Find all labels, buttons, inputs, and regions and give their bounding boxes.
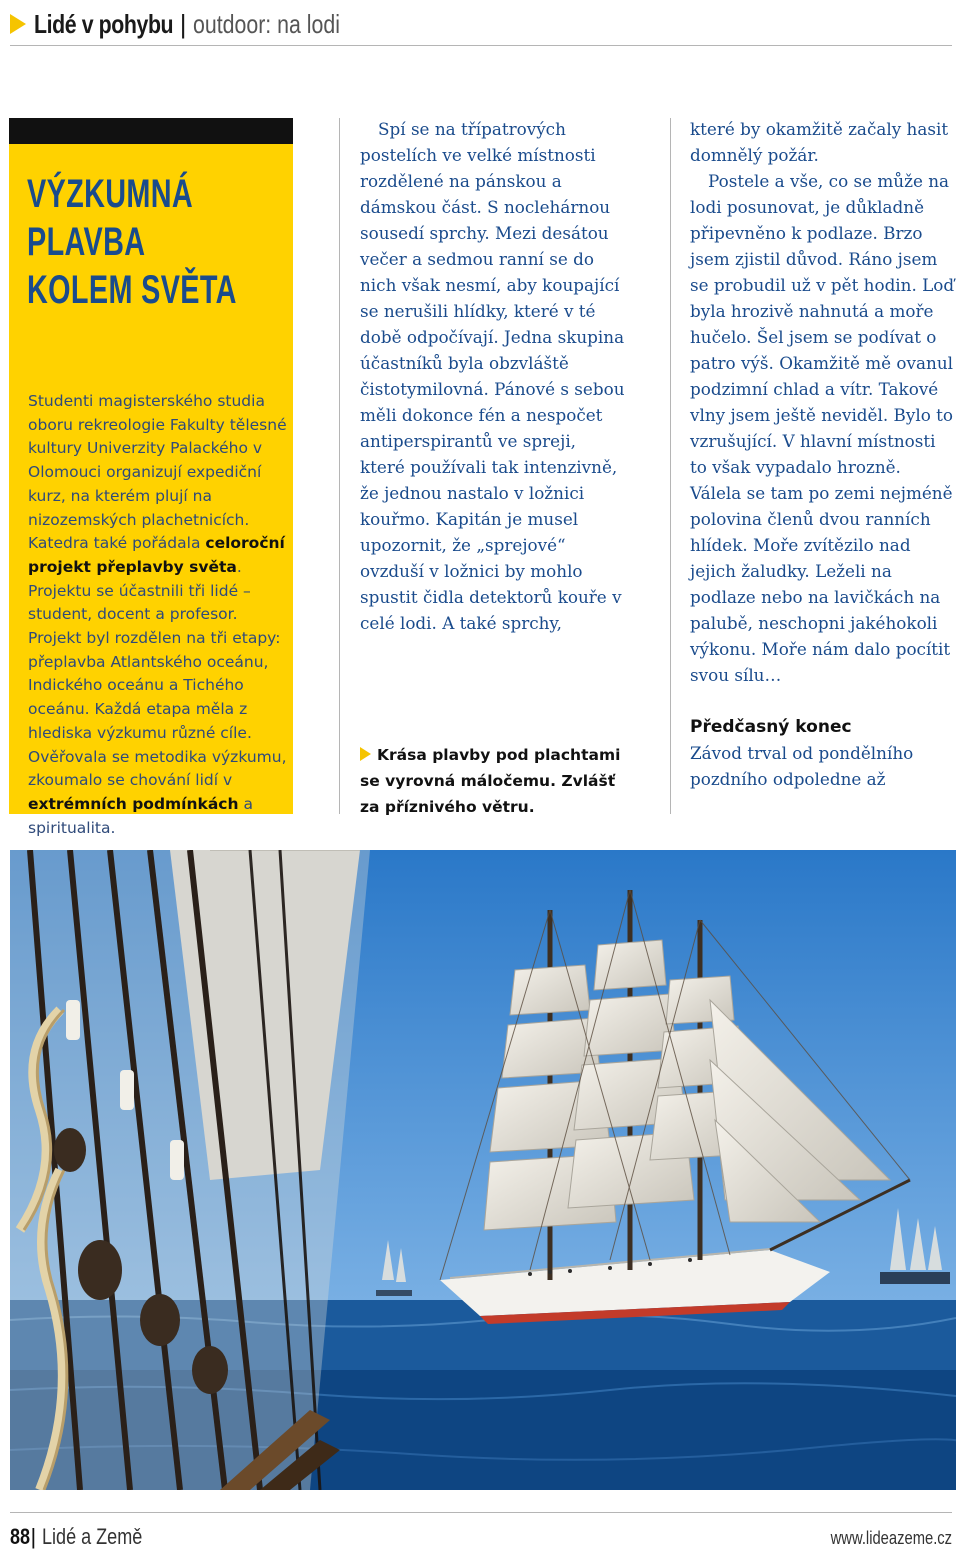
article-paragraph: Spí se na třípatrových postelích ve velké místnosti rozdělené na pánskou a dámskou část. S noclehárnou sousedí sprchy. Mezi desátou večer a sedmou ranní se do nich však nesmí, aby koupající se nerušili hlídky, které v té době odpočívají. Jedna skupina účastníků byla obzvláště čistotymilovná. Pánové s sebou měli dokonce fén a nespočet antiperspirantů ve spreji, které používali tak intenzivně, že jednou nastalo v ložnici kouřmo. Kapitán je musel upozornit, že „sprejové“ ovzduší v ložnici by mohlo spustit čidla detektorů kouře v celé lodi. A také sprchy, bbox=[360, 119, 625, 633]
column-divider bbox=[339, 118, 340, 814]
article-column-2 bbox=[690, 116, 955, 792]
sidebar-bold-text: celoroční projekt přeplavby světa bbox=[28, 534, 285, 576]
caption-text: Krása plavby pod plachtami se vyrovná máločemu. Zvlášť za příznivého větru. bbox=[360, 746, 621, 816]
footer-separator: | bbox=[30, 1524, 37, 1549]
sidebar-text bbox=[28, 390, 288, 840]
article-paragraph: Postele a vše, co se může na lodi posunovat, je důkladně připevněno k podlaze. Brzo jsem zjistil důvod. Ráno jsem se probudil už v pět hodin. Loď byla hrozivě nahnutá a moře hučelo. Šel jsem se podívat o patro výš. Okamžitě mě ovanul podzimní chlad a vítr. Takové vlny jsem ještě neviděl. Bylo to vzrušující. V hlavní místnosti to však vypadalo hrozně. Válela se tam po zemi nejméně polovina členů dvou ranních hlídek. Moře zvítězilo nad jejich žaludky. Leželi na podlaze nebo na lavičkách na palubě, neschopni jakéhokoli výkonu. Moře nám dalo pocítit svou sílu… bbox=[690, 171, 955, 685]
magazine-name: Lidé a Země bbox=[42, 1524, 143, 1549]
article-subheading: Předčasný konec bbox=[690, 717, 852, 737]
header-separator: | bbox=[179, 8, 187, 39]
sailing-ship-photo bbox=[10, 850, 956, 1490]
sidebar-text-part: a spiritualita. bbox=[28, 794, 253, 837]
sidebar-title bbox=[27, 170, 286, 314]
footer-left bbox=[10, 1524, 165, 1550]
website-link[interactable]: www.lideazeme.cz bbox=[830, 1528, 952, 1548]
photo-composite bbox=[10, 850, 956, 1490]
page-number: 88 bbox=[10, 1524, 31, 1549]
sidebar-title-line2: KOLEM SVĚTA bbox=[27, 268, 237, 312]
photo-caption bbox=[360, 742, 635, 820]
section-subtitle: outdoor: na lodi bbox=[192, 8, 340, 39]
sidebar-title-line1: VÝZKUMNÁ PLAVBA bbox=[27, 172, 194, 264]
sidebar-box bbox=[9, 118, 293, 837]
article-column-1 bbox=[360, 116, 625, 636]
sidebar-text-part: . Projektu se účastnili tři lidé – student, docent a profesor. Projekt byl rozdělen na tři etapy: přeplavba Atlantského oceánu, Indického oceánu a Tichého oceánu. Každá etapa měla z hlediska výzkumu různé cíle. Ověřovala se metodika výzkumu, zkoumalo se chování lidí v bbox=[28, 557, 287, 790]
sidebar-bold-text: extrémních podmínkách bbox=[28, 794, 239, 813]
sidebar-top-bar bbox=[9, 118, 293, 144]
sidebar-text-part: Studenti magisterského studia oboru rekreologie Fakulty tělesné kultury Univerzity Palackého v Olomouci organizují expediční kurz, na kterém plují na nizozemských plachetnicích. Katedra také pořádala bbox=[28, 392, 287, 553]
page-header bbox=[10, 6, 372, 42]
section-triangle-icon bbox=[10, 14, 26, 34]
header-rule bbox=[10, 45, 952, 46]
column-divider bbox=[670, 118, 671, 814]
section-title: Lidé v pohybu bbox=[34, 8, 174, 39]
article-paragraph: které by okamžitě začaly hasit domnělý požár. bbox=[690, 119, 949, 165]
footer-rule bbox=[10, 1512, 952, 1513]
caption-triangle-icon bbox=[360, 747, 371, 761]
article-paragraph: Závod trval od pondělního pozdního odpoledne až bbox=[690, 743, 914, 789]
